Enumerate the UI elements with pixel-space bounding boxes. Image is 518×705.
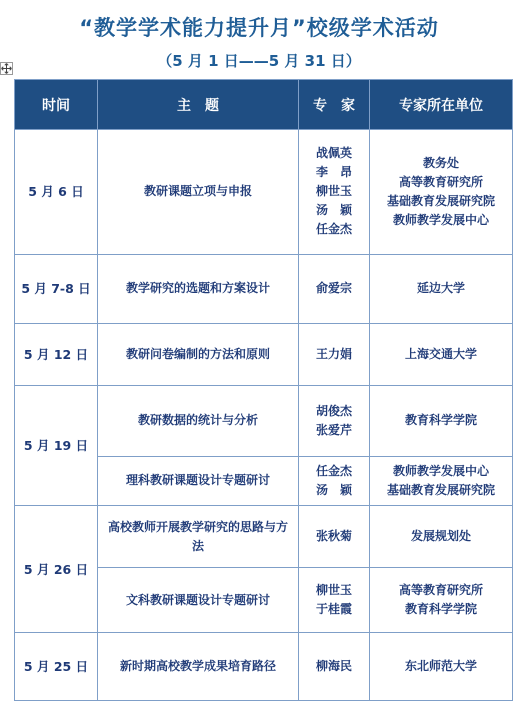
table-row	[15, 632, 513, 700]
topic-cell: 教研课题立项与申报	[98, 130, 299, 255]
unit-cell	[370, 254, 513, 323]
expert-cell	[299, 632, 370, 700]
expert-name: 任金杰	[315, 463, 352, 478]
unit-name: 教育科学学院	[404, 602, 477, 617]
activity-table	[14, 79, 513, 701]
expert-name: 柳世玉	[315, 184, 352, 199]
date-cell: 5 月 12 日	[15, 323, 98, 385]
unit-name: 教务处	[422, 155, 459, 170]
table-header-row	[15, 80, 513, 130]
header-time: 时间	[15, 80, 98, 130]
expert-name: 任金杰	[315, 222, 352, 237]
unit-name: 上海交通大学	[404, 346, 477, 361]
unit-cell	[370, 130, 513, 255]
topic-cell: 文科教研课题设计专题研讨	[98, 568, 299, 633]
expert-name: 张秋菊	[315, 529, 352, 544]
table-row	[15, 323, 513, 385]
expert-name: 张爱芹	[315, 422, 352, 437]
topic-cell: 教学研究的选题和方案设计	[98, 254, 299, 323]
expert-name: 柳世玉	[315, 583, 352, 598]
unit-name: 高等教育研究所	[398, 174, 483, 189]
date-cell: 5 月 25 日	[15, 632, 98, 700]
unit-name: 延边大学	[416, 281, 465, 296]
expert-name: 柳海民	[315, 658, 352, 673]
topic-cell: 教研数据的统计与分析	[98, 385, 299, 456]
expert-name: 胡俊杰	[315, 403, 352, 418]
expert-name: 汤 颖	[315, 203, 352, 218]
expert-cell	[299, 568, 370, 633]
table-row	[15, 130, 513, 255]
expert-name: 李 昂	[315, 165, 352, 180]
topic-cell: 教研问卷编制的方法和原则	[98, 323, 299, 385]
unit-cell	[370, 632, 513, 700]
page-title: “教学学术能力提升月”校级学术活动	[79, 16, 439, 40]
expert-name: 俞爱宗	[315, 281, 352, 296]
date-cell: 5 月 6 日	[15, 130, 98, 255]
expert-cell	[299, 323, 370, 385]
unit-name: 发展规划处	[410, 529, 471, 544]
unit-cell	[370, 385, 513, 456]
move-handle-icon[interactable]	[0, 62, 13, 75]
header-topic: 主 题	[98, 80, 299, 130]
page-subtitle: （5 月 1 日——5 月 31 日）	[157, 52, 361, 70]
expert-cell	[299, 506, 370, 568]
table-row	[15, 506, 513, 568]
expert-name: 王力娟	[315, 346, 352, 361]
unit-cell	[370, 568, 513, 633]
topic-cell: 新时期高校教学成果培育路径	[98, 632, 299, 700]
table-row	[15, 254, 513, 323]
expert-name: 战佩英	[315, 146, 352, 161]
table-row	[15, 385, 513, 456]
topic-cell: 理科教研课题设计专题研讨	[98, 456, 299, 506]
unit-name: 东北师范大学	[404, 658, 477, 673]
date-cell: 5 月 26 日	[15, 506, 98, 633]
unit-name: 教师教学发展中心	[392, 463, 489, 478]
unit-cell	[370, 506, 513, 568]
expert-cell	[299, 385, 370, 456]
expert-cell	[299, 456, 370, 506]
header-expert: 专 家	[299, 80, 370, 130]
unit-cell	[370, 323, 513, 385]
topic-cell: 高校教师开展教学研究的思路与方法	[98, 506, 299, 568]
header-unit: 专家所在单位	[370, 80, 513, 130]
unit-name: 基础教育发展研究院	[386, 193, 495, 208]
date-cell: 5 月 7-8 日	[15, 254, 98, 323]
expert-cell	[299, 254, 370, 323]
unit-name: 基础教育发展研究院	[386, 482, 495, 497]
expert-name: 汤 颖	[315, 482, 352, 497]
unit-name: 教师教学发展中心	[392, 212, 489, 227]
date-cell: 5 月 19 日	[15, 385, 98, 506]
unit-name: 教育科学学院	[404, 413, 477, 428]
unit-name: 高等教育研究所	[398, 583, 483, 598]
expert-name: 于桂霞	[315, 602, 352, 617]
unit-cell	[370, 456, 513, 506]
expert-cell	[299, 130, 370, 255]
